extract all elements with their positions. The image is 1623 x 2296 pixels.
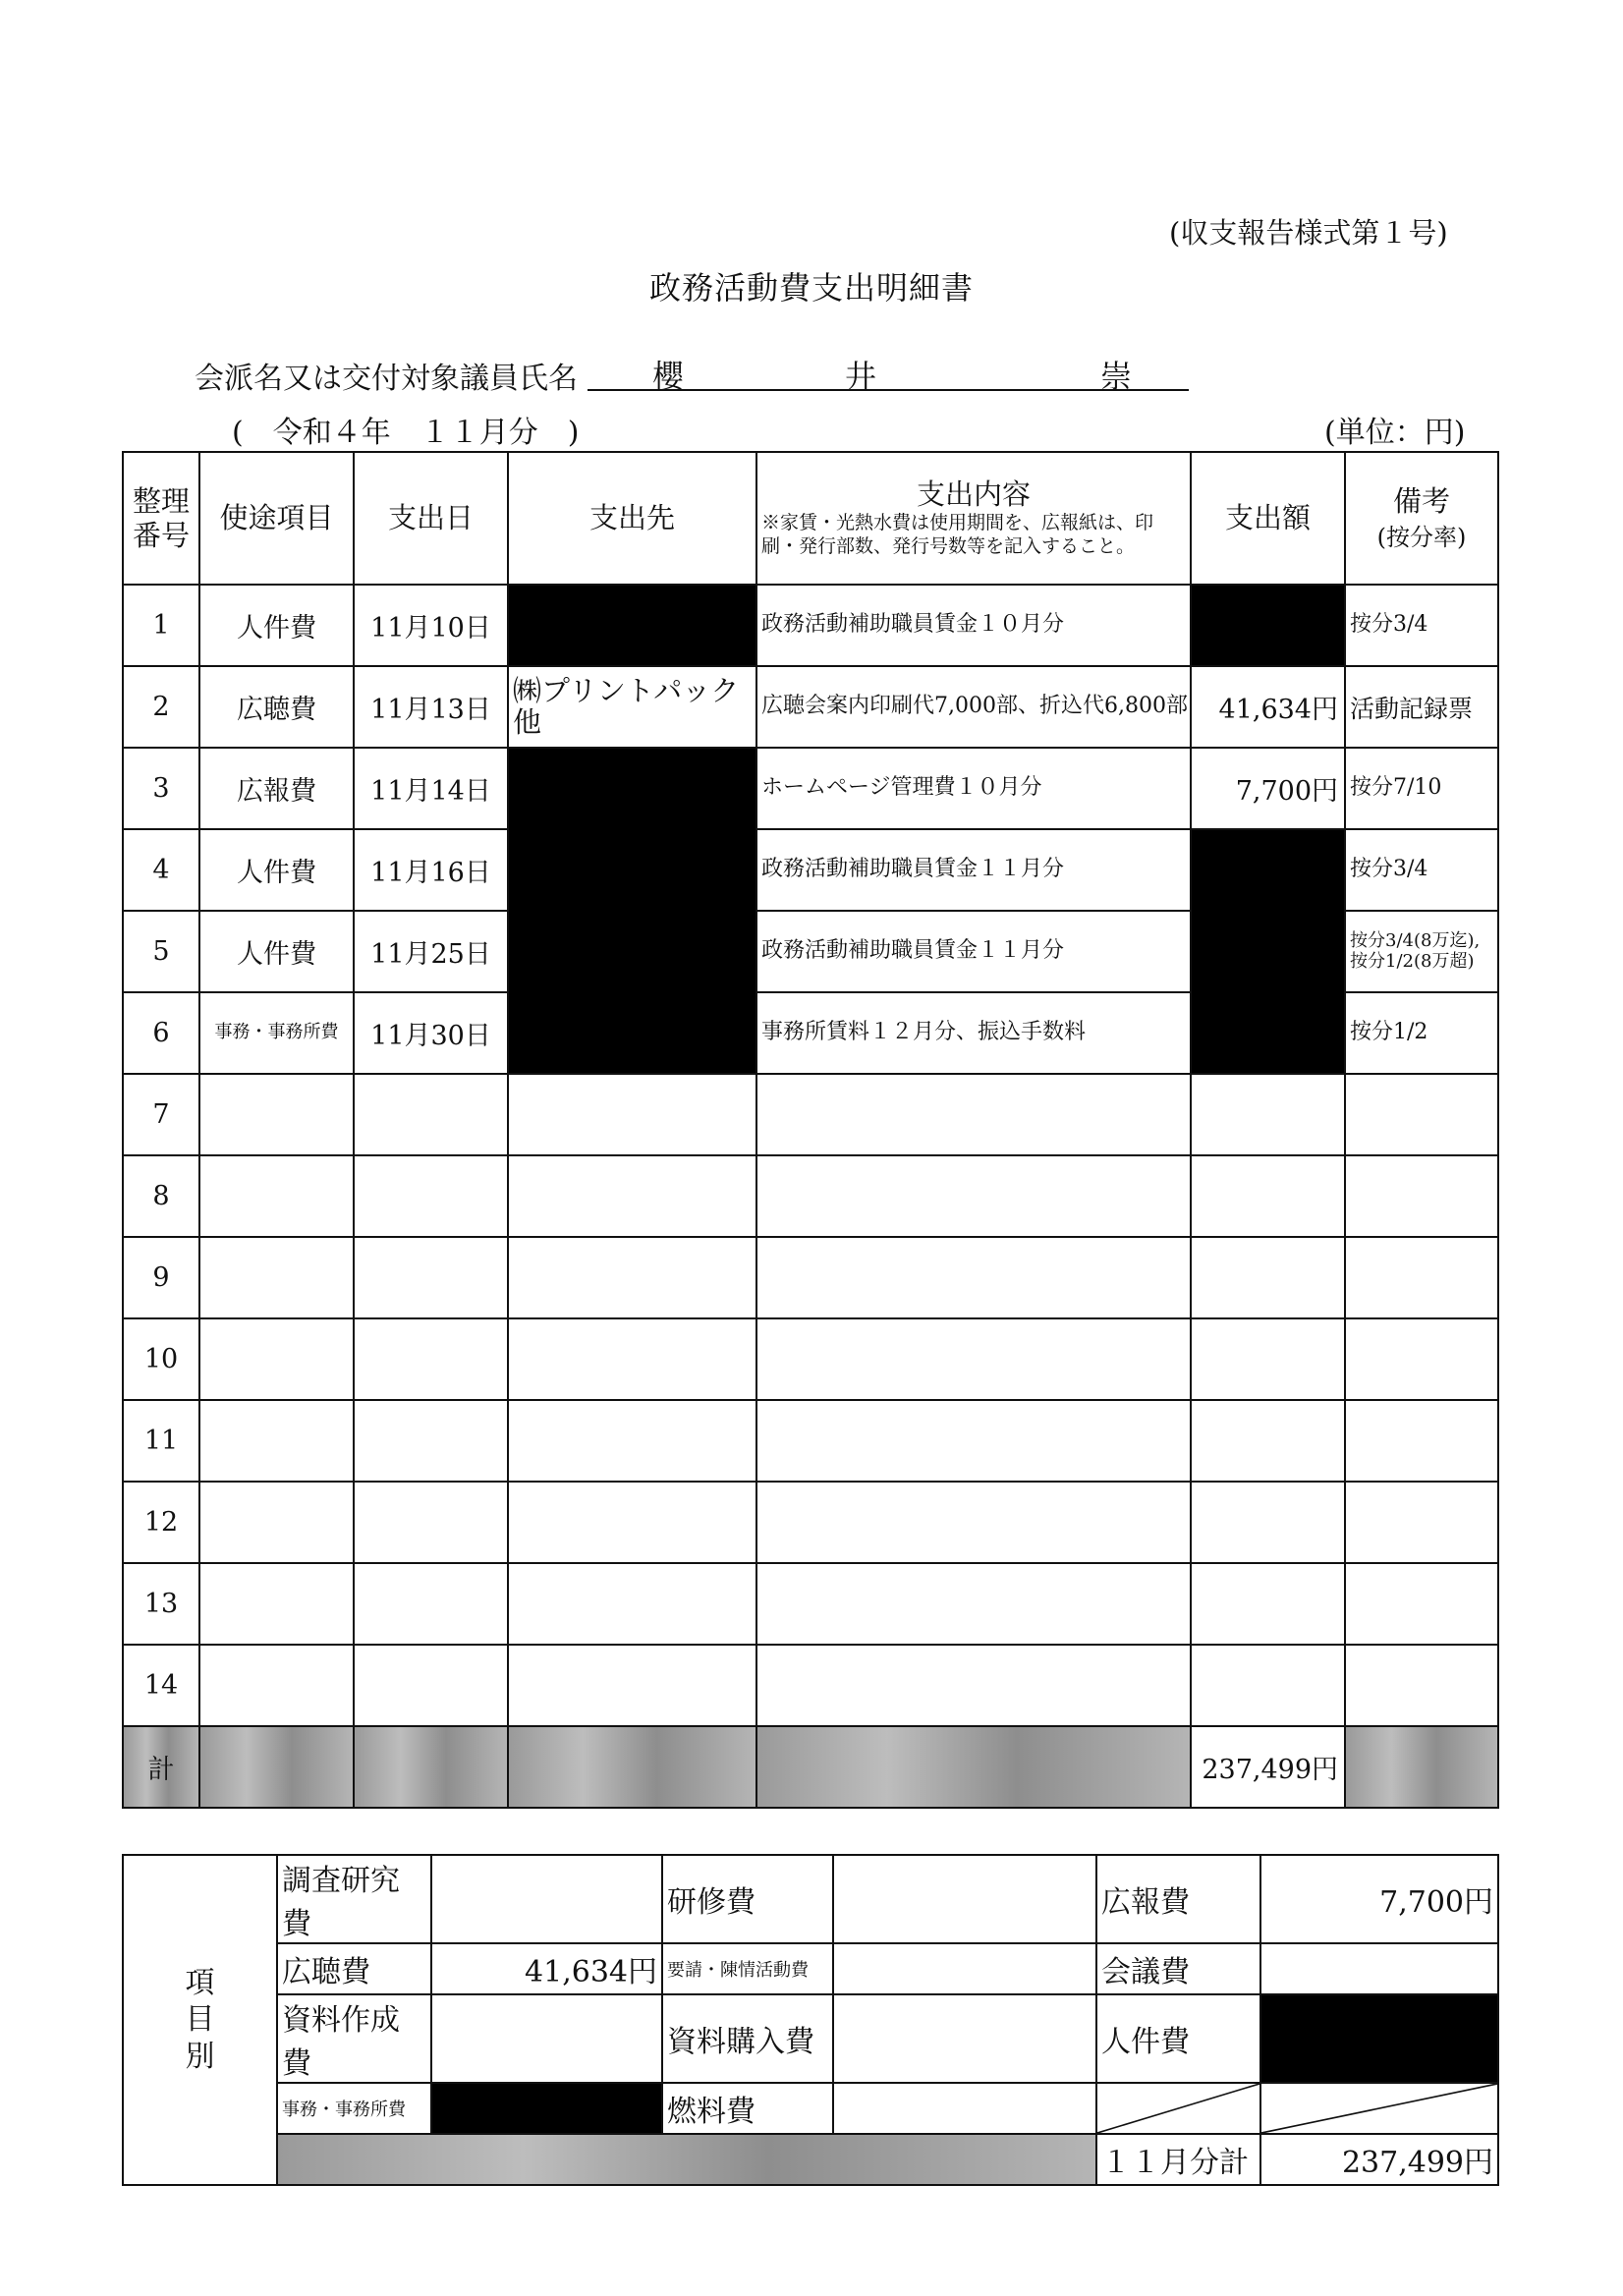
side-char: 項 — [185, 1965, 215, 2000]
value-fuel — [833, 2083, 1096, 2134]
row-no: 12 — [123, 1482, 199, 1563]
row-payee: ㈱プリントパック他 — [508, 666, 756, 748]
diagonal-line — [1097, 2084, 1259, 2133]
row-category: 人件費 — [199, 911, 354, 992]
summary-total-row — [123, 2134, 1498, 2185]
header-remarks-sub: (按分率) — [1376, 523, 1467, 551]
header-payee: 支出先 — [508, 452, 756, 585]
row-no: 7 — [123, 1074, 199, 1155]
row-content: 政務活動補助職員賃金１１月分 — [756, 911, 1191, 992]
member-name-part: 櫻 — [652, 358, 685, 395]
label-research: 調査研究費 — [277, 1855, 431, 1943]
value-meeting — [1260, 1943, 1498, 1994]
summary-row — [123, 1855, 1498, 1943]
table-row — [123, 748, 1498, 829]
row-no: 1 — [123, 585, 199, 666]
header-content-label: 支出内容 — [916, 477, 1031, 512]
summary-row — [123, 1943, 1498, 1994]
value-petition — [833, 1943, 1096, 1994]
unit-label: (単位：円) — [1324, 416, 1466, 450]
table-row — [123, 585, 1498, 666]
label-hearing: 広聴費 — [277, 1943, 431, 1994]
summary-row — [123, 2083, 1498, 2134]
row-amount: 7,700円 — [1191, 748, 1345, 829]
value-month-total: 237,499円 — [1260, 2134, 1498, 2185]
redacted-payee — [508, 585, 756, 666]
summary-row — [123, 1994, 1498, 2083]
redacted-amount — [1191, 585, 1345, 666]
diagonal-cell — [1260, 2083, 1498, 2134]
table-row-empty — [123, 1237, 1498, 1318]
name-underline — [588, 389, 1189, 391]
header-remarks-label: 備考 — [1392, 483, 1450, 518]
table-row-empty — [123, 1482, 1498, 1563]
row-category: 人件費 — [199, 585, 354, 666]
summary-side-label — [123, 1855, 277, 2185]
redacted-amount — [1191, 829, 1345, 1074]
row-category: 広聴費 — [199, 666, 354, 748]
value-training — [833, 1855, 1096, 1943]
label-meeting: 会議費 — [1096, 1943, 1260, 1994]
row-no: 13 — [123, 1563, 199, 1645]
row-category: 人件費 — [199, 829, 354, 911]
redacted-office-value — [431, 2083, 662, 2134]
row-content: 広聴会案内印刷代7,000部、折込代6,800部 — [756, 666, 1191, 748]
table-row-empty — [123, 1074, 1498, 1155]
header-remarks — [1345, 452, 1498, 585]
row-date: 11月10日 — [354, 585, 508, 666]
row-no: 3 — [123, 748, 199, 829]
total-amount: 237,499円 — [1191, 1726, 1345, 1808]
row-date: 11月30日 — [354, 992, 508, 1074]
row-date: 11月14日 — [354, 748, 508, 829]
header-content-note: ※家賃・光熱水費は使用期間を、広報紙は、印刷・発行部数、発行号数等を記入すること。 — [761, 512, 1154, 557]
member-name-part: 井 — [845, 358, 877, 395]
row-content: 事務所賃料１２月分、振込手数料 — [756, 992, 1191, 1074]
category-summary-table — [122, 1854, 1499, 2186]
table-row-empty — [123, 1155, 1498, 1237]
shaded-cell — [1345, 1726, 1498, 1808]
table-header-row — [123, 452, 1498, 585]
row-remarks: 按分3/4 — [1345, 585, 1498, 666]
label-office: 事務・事務所費 — [277, 2083, 431, 2134]
diagonal-line — [1261, 2084, 1497, 2133]
header-content — [756, 452, 1191, 585]
row-no: 14 — [123, 1645, 199, 1726]
label-training: 研修費 — [662, 1855, 833, 1943]
row-no: 8 — [123, 1155, 199, 1237]
form-number: (収支報告様式第１号) — [1169, 216, 1448, 250]
row-remarks: 活動記録票 — [1345, 666, 1498, 748]
row-no: 9 — [123, 1237, 199, 1318]
member-name-part: 崇 — [1100, 358, 1133, 395]
row-remarks: 按分7/10 — [1345, 748, 1498, 829]
label-pr: 広報費 — [1096, 1855, 1260, 1943]
shaded-cell — [756, 1726, 1191, 1808]
value-hearing: 41,634円 — [431, 1943, 662, 1994]
table-row-empty — [123, 1318, 1498, 1400]
member-name — [588, 352, 1189, 395]
row-remarks: 按分1/2 — [1345, 992, 1498, 1074]
header-no: 整理番号 — [123, 452, 199, 585]
label-personnel: 人件費 — [1096, 1994, 1260, 2083]
total-label: 計 — [123, 1726, 199, 1808]
label-petition: 要請・陳情活動費 — [662, 1943, 833, 1994]
page-title: 政務活動費支出明細書 — [648, 269, 974, 307]
row-category: 広報費 — [199, 748, 354, 829]
row-no: 2 — [123, 666, 199, 748]
row-date: 11月25日 — [354, 911, 508, 992]
total-row — [123, 1726, 1498, 1808]
expense-table — [122, 451, 1499, 1809]
row-no: 10 — [123, 1318, 199, 1400]
row-content: ホームページ管理費１０月分 — [756, 748, 1191, 829]
header-date: 支出日 — [354, 452, 508, 585]
header-amount: 支出額 — [1191, 452, 1345, 585]
side-char: 別 — [185, 2039, 215, 2074]
shaded-cell — [354, 1726, 508, 1808]
side-char: 目 — [185, 2002, 215, 2038]
diagonal-cell — [1096, 2083, 1260, 2134]
redacted-payee — [508, 748, 756, 1074]
table-row — [123, 829, 1498, 911]
label-month-total: １１月分計 — [1096, 2134, 1260, 2185]
shaded-cell — [508, 1726, 756, 1808]
report-period: ( 令和４年 １１月分 ) — [232, 416, 580, 450]
table-row — [123, 666, 1498, 748]
row-no: 11 — [123, 1400, 199, 1482]
row-no: 4 — [123, 829, 199, 911]
value-research — [431, 1855, 662, 1943]
row-amount: 41,634円 — [1191, 666, 1345, 748]
label-materials-buy: 資料購入費 — [662, 1994, 833, 2083]
row-category: 事務・事務所費 — [199, 992, 354, 1074]
value-materials-buy — [833, 1994, 1096, 2083]
row-remarks: 按分3/4 — [1345, 829, 1498, 911]
faction-label: 会派名又は交付対象議員氏名 — [195, 362, 578, 396]
redacted-personnel-value — [1260, 1994, 1498, 2083]
row-no: 5 — [123, 911, 199, 992]
table-row-empty — [123, 1400, 1498, 1482]
table-row-empty — [123, 1563, 1498, 1645]
header-category: 使途項目 — [199, 452, 354, 585]
row-content: 政務活動補助職員賃金１０月分 — [756, 585, 1191, 666]
label-materials-make: 資料作成費 — [277, 1994, 431, 2083]
row-date: 11月16日 — [354, 829, 508, 911]
value-materials-make — [431, 1994, 662, 2083]
row-date: 11月13日 — [354, 666, 508, 748]
shaded-cell — [199, 1726, 354, 1808]
value-pr: 7,700円 — [1260, 1855, 1498, 1943]
label-fuel: 燃料費 — [662, 2083, 833, 2134]
table-row-empty — [123, 1645, 1498, 1726]
shaded-cell — [277, 2134, 1096, 2185]
row-content: 政務活動補助職員賃金１１月分 — [756, 829, 1191, 911]
row-remarks: 按分3/4(8万迄),按分1/2(8万超) — [1345, 911, 1498, 992]
row-no: 6 — [123, 992, 199, 1074]
